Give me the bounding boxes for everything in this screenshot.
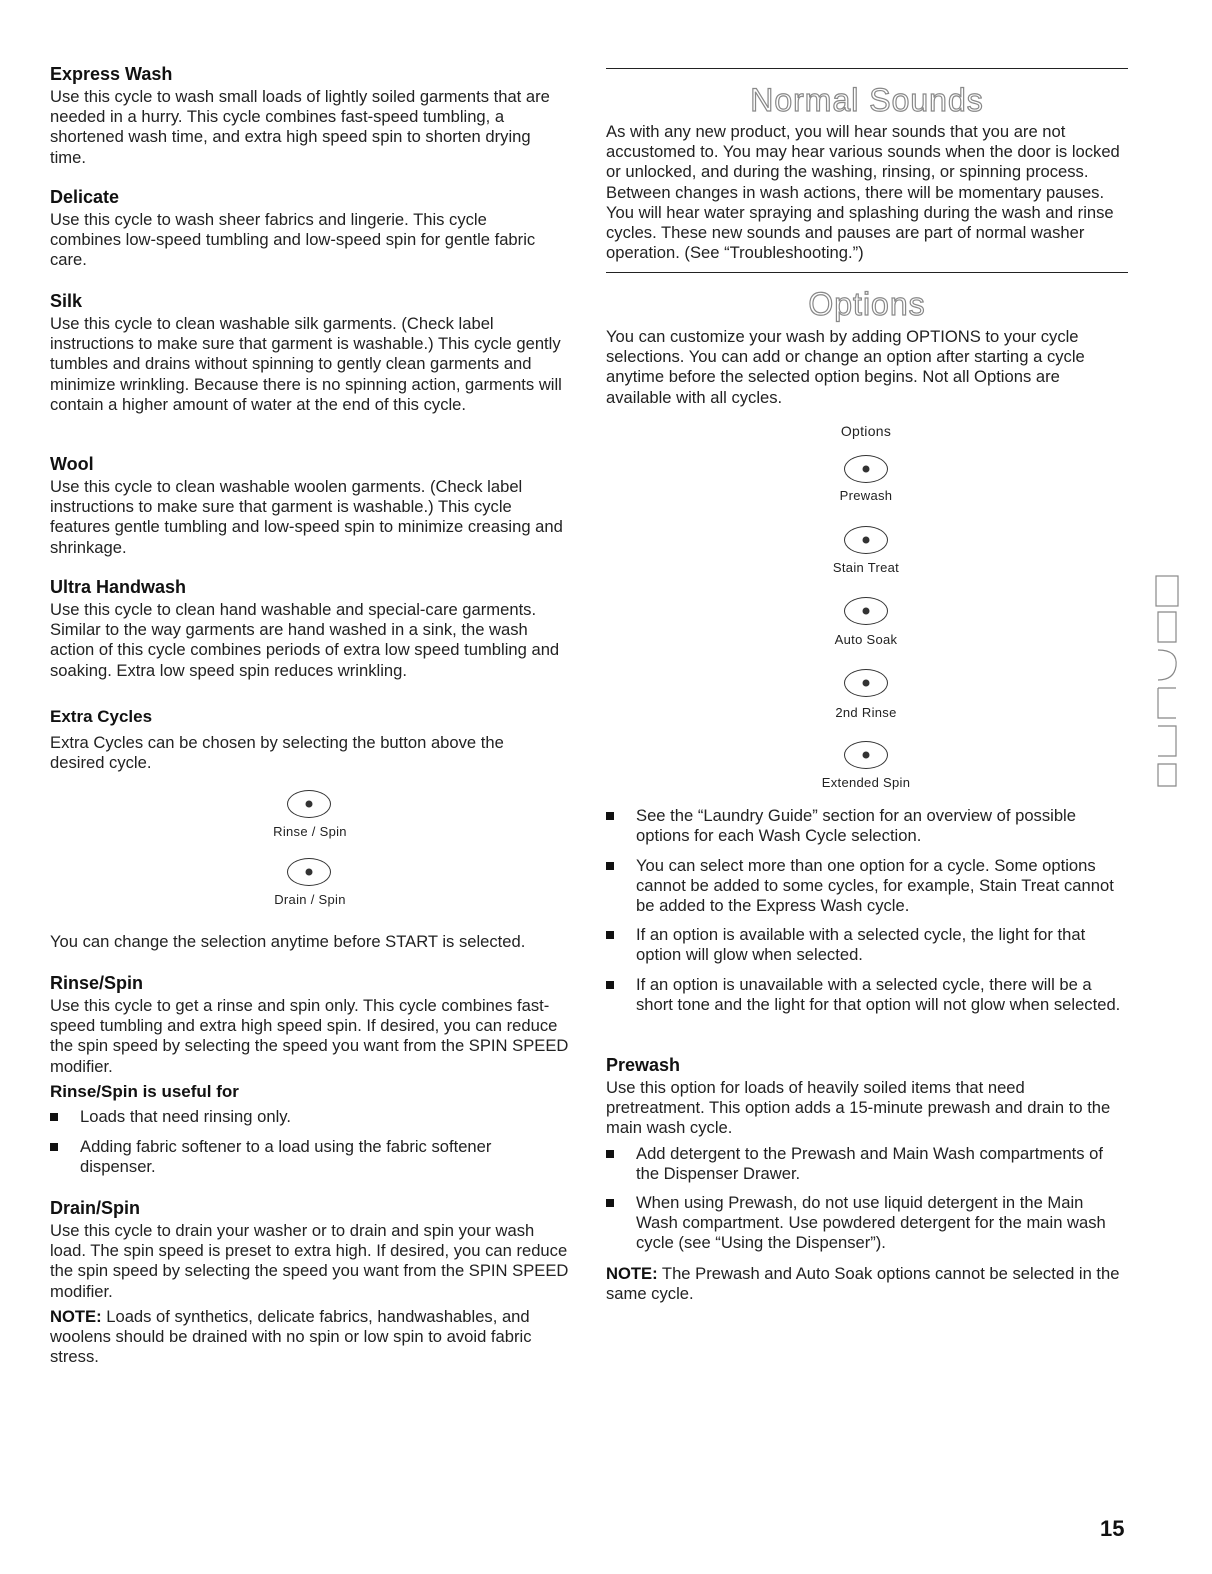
- options-title: Options: [808, 286, 926, 322]
- stain-treat-button-label: Stain Treat: [832, 560, 900, 575]
- express-wash-heading: Express Wash: [50, 64, 173, 84]
- prewash-button-label: Prewash: [839, 488, 893, 503]
- prewash-heading: Prewash: [606, 1055, 681, 1075]
- prewash-body: Use this option for loads of heavily soiled items that need pretreatment. This option adds a 15-minute prewash and drain to the main wash cycle.: [606, 1078, 1111, 1138]
- bullet-icon: [606, 981, 614, 989]
- prewash-button[interactable]: [844, 455, 888, 483]
- options-panel-label: Options: [840, 423, 892, 439]
- auto-soak-button[interactable]: [844, 597, 888, 625]
- bullet-icon: [606, 931, 614, 939]
- bullet-icon: [606, 1150, 614, 1158]
- drain-spin-body: Use this cycle to drain your washer or to drain and spin your wash load. The spin speed is preset to extra high. If desired, you can reduce the spin speed by selecting the speed you want from the SPIN SPEED modifier.: [50, 1221, 569, 1301]
- rinse-spin-heading: Rinse/Spin: [50, 973, 144, 993]
- prewash-note: NOTE: The Prewash and Auto Soak options cannot be selected in the same cycle.: [606, 1264, 1120, 1304]
- second-rinse-button[interactable]: [844, 669, 888, 697]
- bullet-icon: [50, 1143, 58, 1151]
- drain-spin-button[interactable]: [287, 858, 331, 886]
- drain-spin-heading: Drain/Spin: [50, 1198, 141, 1218]
- rinse-spin-useful-heading: Rinse/Spin is useful for: [50, 1082, 239, 1101]
- extra-cycles-heading: Extra Cycles: [50, 707, 153, 726]
- drain-spin-note: NOTE: Loads of synthetics, delicate fabrics, handwashables, and woolens should be drained with no spin or low spin to avoid fabric stress.: [50, 1307, 532, 1367]
- normal-sounds-body: As with any new product, you will hear sounds that you are not accustomed to. You may hear various sounds when the door is locked or unlocked, and during the washing, rinsing, or spinning process. Between changes in wash actions, there will be momentary pauses. You will hear water spraying and splashing during the wash and rinse cycles. These new sounds and pauses are part of normal washer operation. (See “Troubleshooting.”): [606, 122, 1120, 263]
- express-wash-body: Use this cycle to wash small loads of lightly soiled garments that are needed in a hurry. This cycle combines fast-speed tumbling, a shortened wash time, and extra high speed spin to shorten drying time.: [50, 87, 550, 167]
- ultra-handwash-heading: Ultra Handwash: [50, 577, 187, 597]
- silk-heading: Silk: [50, 291, 83, 311]
- english-tab-lettering: [1152, 572, 1182, 792]
- silk-body: Use this cycle to clean washable silk garments. (Check label instructions to make sure that garment is washable.) This cycle gently tumbles and drains without spinning to gently clean garments and minimize wrinkling. Because there is no spinning action, garments will contain a higher amount of water at the end of this cycle.: [50, 314, 562, 414]
- extra-cycles-note: You can change the selection anytime before START is selected.: [50, 932, 526, 951]
- extended-spin-button-label: Extended Spin: [821, 775, 911, 790]
- extra-cycles-body: Extra Cycles can be chosen by selecting the button above the desired cycle.: [50, 733, 504, 773]
- rinse-spin-button[interactable]: [287, 790, 331, 818]
- wool-heading: Wool: [50, 454, 94, 474]
- page-number: 15: [1100, 1516, 1125, 1541]
- language-side-tab: [1152, 572, 1182, 792]
- wool-body: Use this cycle to clean washable woolen garments. (Check label instructions to make sure that garment is washable.) This cycle features gentle tumbling and low-speed spin to minimize creasing and shrinkage.: [50, 477, 563, 557]
- delicate-body: Use this cycle to wash sheer fabrics and lingerie. This cycle combines low-speed tumbling and low-speed spin for gentle fabric care.: [50, 210, 536, 270]
- rinse-spin-button-label: Rinse / Spin: [273, 824, 347, 839]
- bullet-icon: [606, 812, 614, 820]
- ultra-handwash-body: Use this cycle to clean hand washable and special-care garments. Similar to the way garments are hand washed in a sink, the wash action of this cycle combines periods of extra low speed tumbling and soaking. Extra low speed spin reduces wrinkling.: [50, 600, 560, 680]
- section-divider: [606, 272, 1128, 273]
- options-body: You can customize your wash by adding OPTIONS to your cycle selections. You can add or change an option after starting a cycle anytime before the selected option begins. Not all Options are available with all cycles.: [606, 327, 1085, 407]
- bullet-icon: [606, 862, 614, 870]
- extended-spin-button[interactable]: [844, 741, 888, 769]
- section-divider: [606, 68, 1128, 69]
- bullet-icon: [50, 1113, 58, 1121]
- auto-soak-button-label: Auto Soak: [834, 632, 898, 647]
- normal-sounds-title: Normal Sounds: [750, 82, 984, 118]
- second-rinse-button-label: 2nd Rinse: [835, 705, 897, 720]
- bullet-icon: [606, 1199, 614, 1207]
- drain-spin-button-label: Drain / Spin: [274, 892, 346, 907]
- rinse-spin-body: Use this cycle to get a rinse and spin only. This cycle combines fast-speed tumbling and extra high speed spin. If desired, you can reduce the spin speed by selecting the speed you want from the SPIN SPEED modifier.: [50, 996, 569, 1076]
- delicate-heading: Delicate: [50, 187, 120, 207]
- stain-treat-button[interactable]: [844, 526, 888, 554]
